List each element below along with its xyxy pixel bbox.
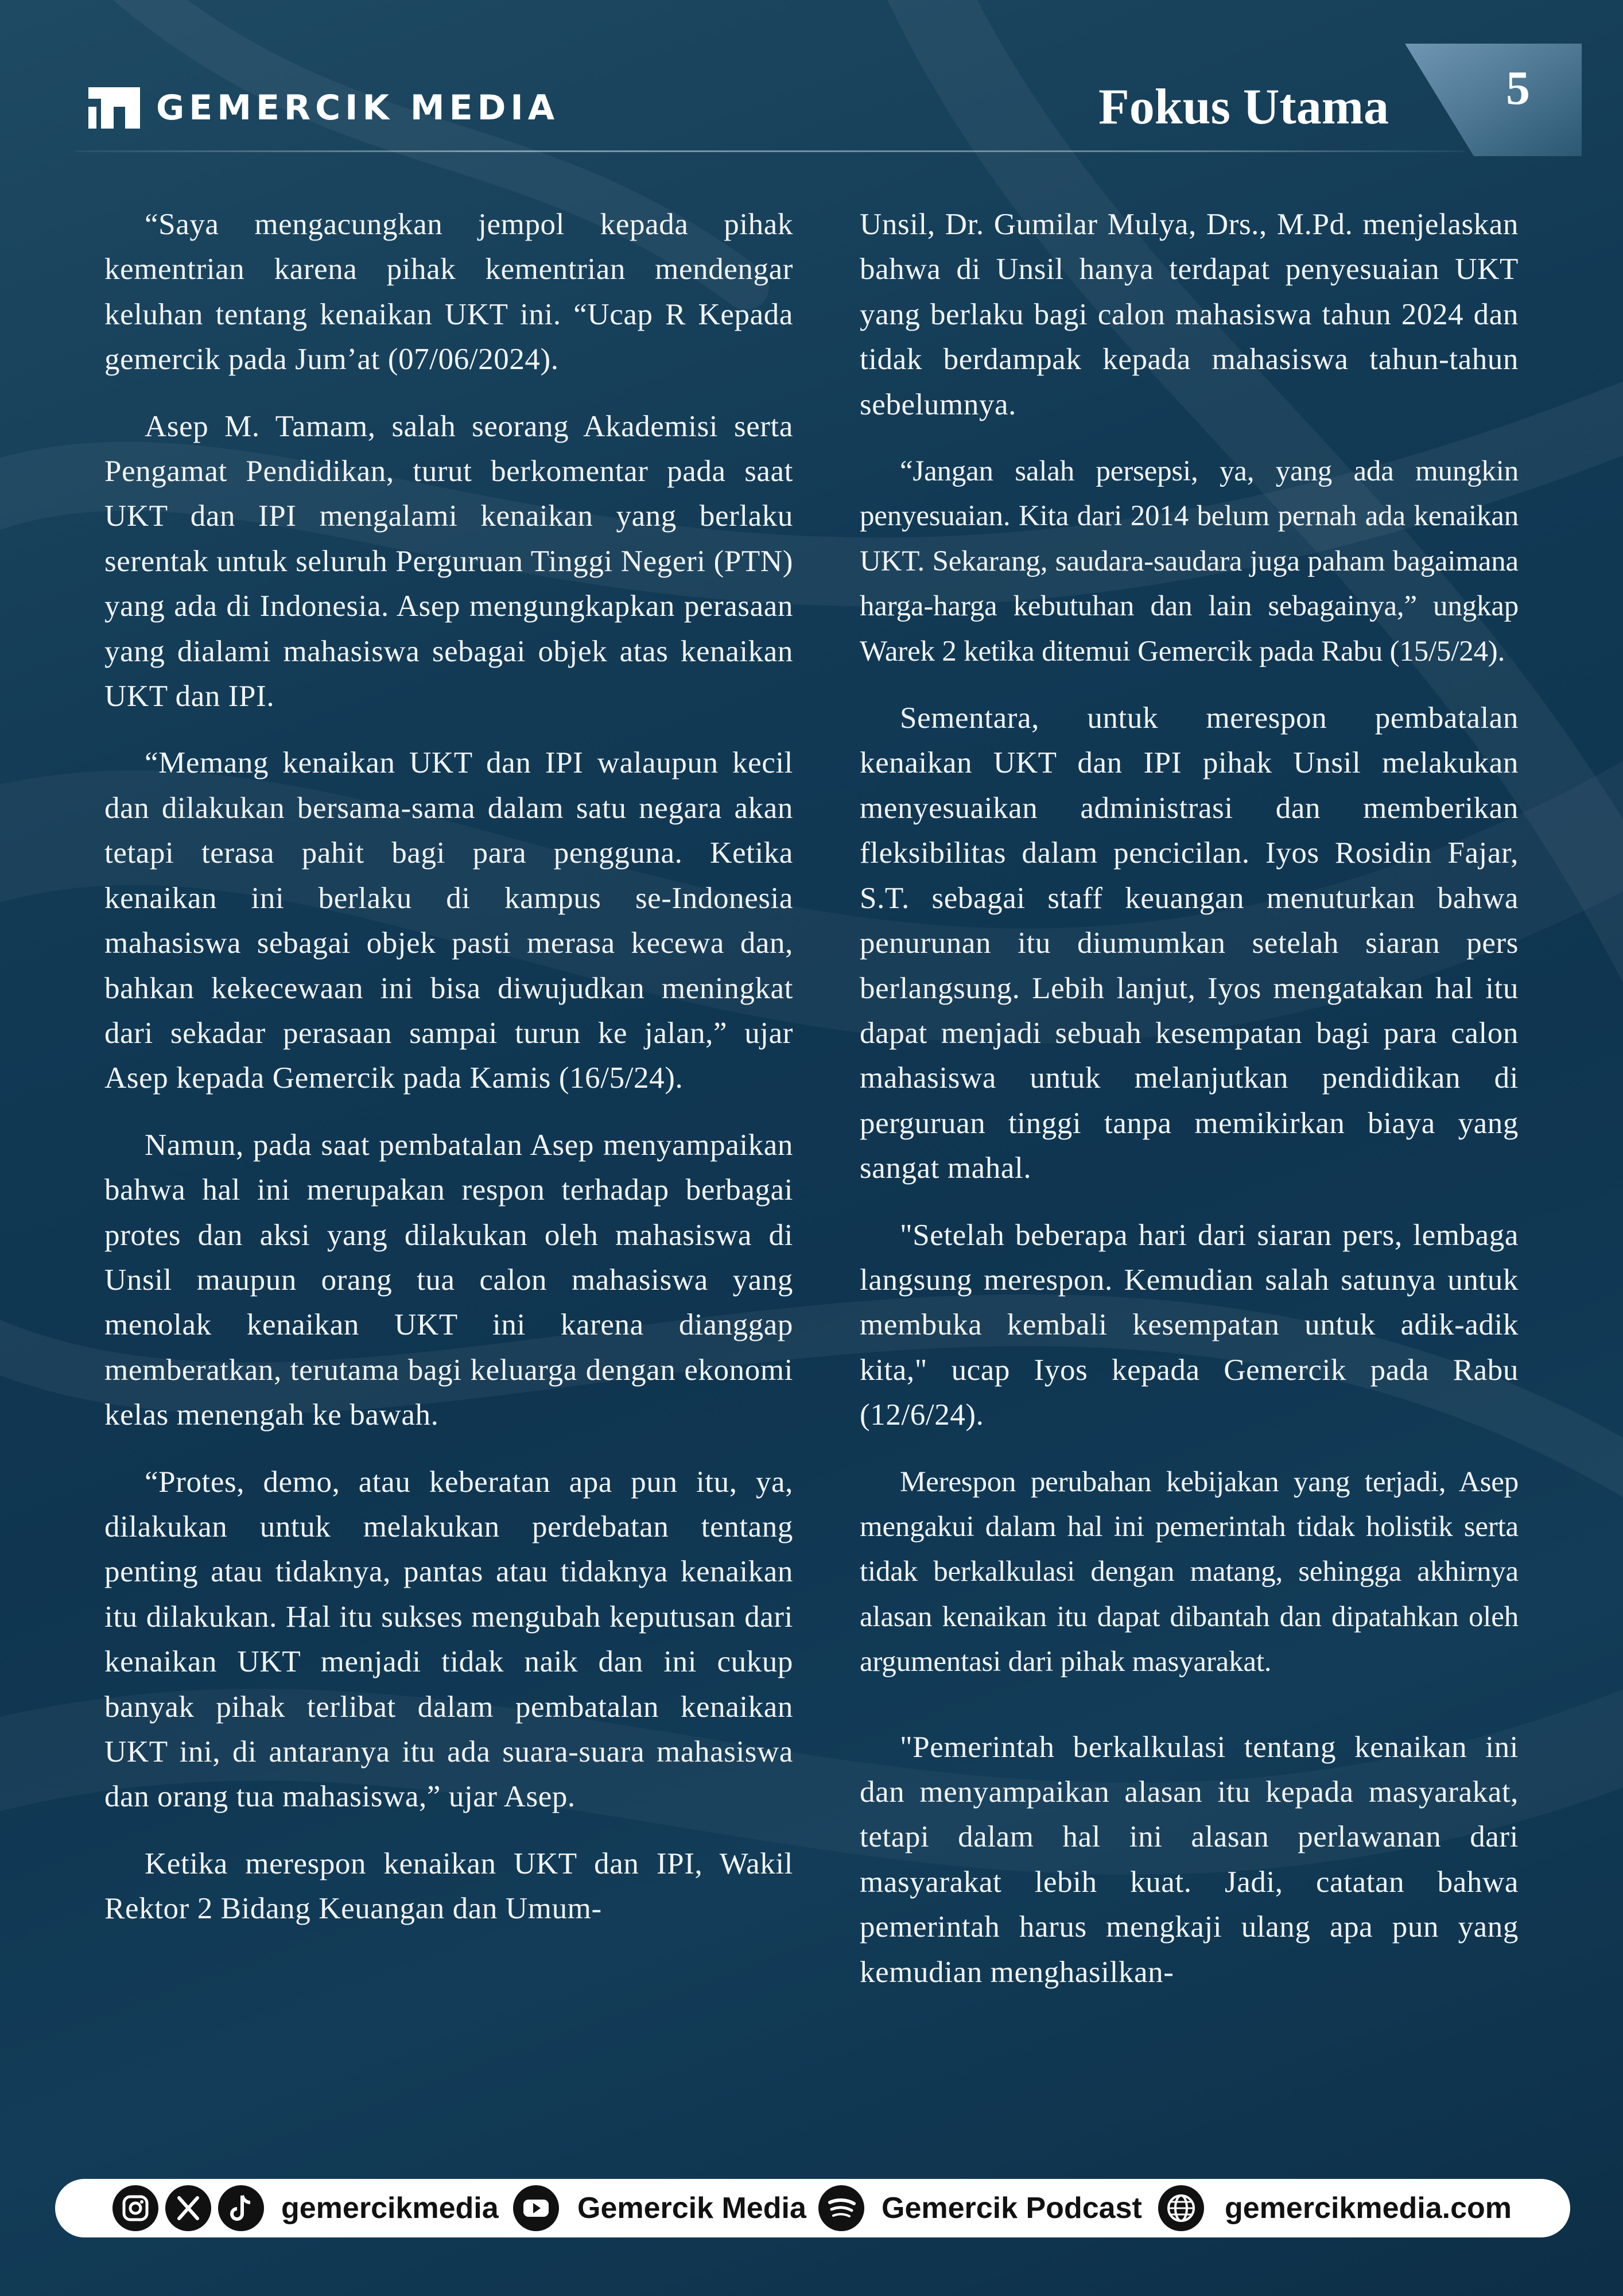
paragraph: "Setelah beberapa hari dari siaran pers, lembaga langsung merespon. Kemudian salah satunya untuk membuka kembali kesempatan untuk adik-adik kita," ucap Iyos kepada Gemercik pada Rabu (12/6/24). (860, 1218, 1519, 1432)
paragraph: “Protes, demo, atau keberatan apa pun itu, ya, dilakukan untuk melakukan perdebatan tentang penting atau tidaknya, pantas atau tidaknya kenaikan itu dilakukan. Hal itu sukses mengubah keputusan dari kenaikan UKT menjadi tidak naik dan ini cukup banyak pihak terlibat dalam pembatalan kenaikan UKT ini, di antaranya itu ada suara-suara mahasiswa dan orang tua mahasiswa,” ujar Asep. (104, 1465, 793, 1814)
paragraph: Unsil, Dr. Gumilar Mulya, Drs., M.Pd. menjelaskan bahwa di Unsil hanya terdapat penyesuaian UKT yang berlaku bagi calon mahasiswa tahun 2024 dan tidak berdampak kepada mahasiswa tahun-tahun sebelumnya. (860, 208, 1519, 421)
article-column-right (860, 202, 1519, 2016)
tiktok-icon (217, 2184, 265, 2232)
brand-logo (85, 84, 559, 132)
gemercik-logo-icon (85, 84, 143, 132)
paragraph: “Saya mengacungkan jempol kepada pihak kementrian karena pihak kementrian mendengar keluhan tentang kenaikan UKT ini. “Ucap R Kepada gemercik pada Jum’at (07/06/2024). (104, 208, 793, 377)
social-footer-bar (55, 2179, 1570, 2237)
header-divider (76, 150, 1465, 152)
page-number: 5 (1506, 61, 1530, 115)
x-icon (164, 2184, 212, 2232)
paragraph: “Memang kenaikan UKT dan IPI walaupun kecil dan dilakukan bersama-sama dalam satu negara akan tetapi terasa pahit bagi para pengguna. Ketika kenaikan ini berlaku di kampus se-Indonesia mahasiswa sebagai objek pasti merasa kecewa dan, bahkan kekecewaan ini bisa diwujudkan meningkat dari sekadar perasaan sampai turun ke jalan,” ujar Asep kepada Gemercik pada Kamis (16/5/24). (104, 746, 793, 1095)
social-handle: gemercikmedia (281, 2192, 499, 2225)
paragraph: Asep M. Tamam, salah seorang Akademisi serta Pengamat Pendidikan, turut berkomentar pada saat UKT dan IPI mengalami kenaikan yang berlaku serentak untuk seluruh Perguruan Tinggi Negeri (PTN) yang ada di Indonesia. Asep mengungkapkan perasaan yang dialami mahasiswa sebagai objek atas kenaikan UKT dan IPI. (104, 409, 793, 713)
instagram-icon (111, 2184, 160, 2232)
website-link[interactable] (1157, 2179, 1512, 2237)
youtube-link[interactable] (512, 2179, 806, 2237)
paragraph: Ketika merespon kenaikan UKT dan IPI, Wakil Rektor 2 Bidang Keuangan dan Umum- (104, 1847, 793, 1926)
tiktok-link[interactable] (217, 2179, 499, 2237)
x-link[interactable] (164, 2179, 212, 2237)
paragraph: Sementara, untuk merespon pembatalan kenaikan UKT dan IPI pihak Unsil melakukan menyesuaikan administrasi dan memberikan fleksibilitas dalam pencicilan. Iyos Rosidin Fajar, S.T. sebagai staff keuangan menuturkan bahwa penurunan itu diumumkan setelah siaran pers berlangsung. Lebih lanjut, Iyos mengatakan hal itu dapat menjadi sebuah kesempatan bagi para calon mahasiswa untuk melanjutkan pendidikan di perguruan tinggi tanpa memikirkan biaya yang sangat mahal. (860, 701, 1519, 1185)
section-title: Fokus Utama (1098, 79, 1389, 135)
youtube-icon (512, 2184, 560, 2232)
article-column-left (104, 202, 793, 1953)
paragraph: “Jangan salah persepsi, ya, yang ada mungkin penyesuaian. Kita dari 2014 belum pernah ada kenaikan UKT. Sekarang, saudara-saudara juga paham bagaimana harga-harga kebutuhan dan lain sebagainya,” ungkap Warek 2 ketika ditemui Gemercik pada Rabu (15/5/24). (860, 455, 1519, 668)
podcast-name: Gemercik Podcast (882, 2192, 1142, 2225)
globe-icon (1157, 2184, 1205, 2232)
brand-name: GEMERCIK MEDIA (156, 88, 560, 128)
website-url: gemercikmedia.com (1225, 2192, 1512, 2225)
paragraph: Namun, pada saat pembatalan Asep menyampaikan bahwa hal ini merupakan respon terhadap berbagai protes dan aksi yang dilakukan oleh mahasiswa di Unsil maupun orang tua calon mahasiswa yang menolak kenaikan UKT ini karena dianggap memberatkan, terutama bagi keluarga dengan ekonomi kelas menengah ke bawah. (104, 1128, 793, 1432)
youtube-channel: Gemercik Media (577, 2192, 806, 2225)
instagram-link[interactable] (111, 2179, 160, 2237)
paragraph: "Pemerintah berkalkulasi tentang kenaikan ini dan menyampaikan alasan itu kepada masyarakat, tetapi dalam hal ini alasan perlawanan dari masyarakat lebih kuat. Jadi, catatan bahwa pemerintah harus mengkaji ulang apa pun yang kemudian menghasilkan- (860, 1730, 1519, 1989)
paragraph: Merespon perubahan kebijakan yang terjadi, Asep mengakui dalam hal ini pemerintah tidak holistik serta tidak berkalkulasi dengan matang, sehingga akhirnya alasan kenaikan itu dapat dibantah dan dipatahkan oleh argumentasi dari pihak masyarakat. (860, 1465, 1519, 1678)
podcast-link[interactable] (817, 2179, 1142, 2237)
spotify-icon (817, 2184, 865, 2232)
